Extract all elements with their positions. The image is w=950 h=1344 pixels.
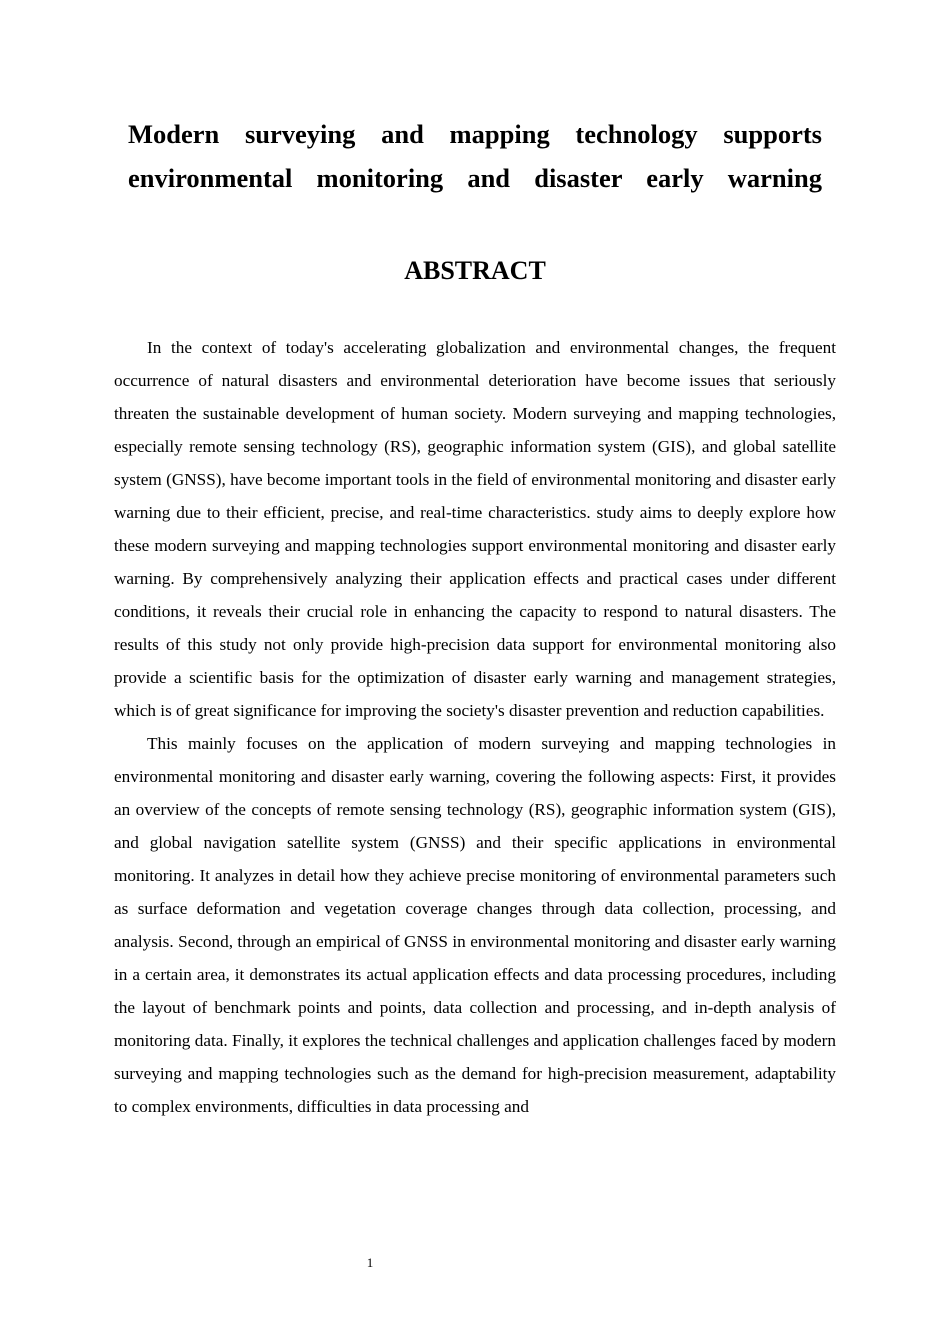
page-number: 1 [366,1255,374,1270]
abstract-paragraph-2: This mainly focuses on the application of modern surveying and mapping technologies in environmental monitoring and disaster early warning, covering the following aspects: First, it provides an overview of the concepts of remote sensing technology (RS), geographic information system (GIS), and global navigation satellite system (GNSS) and their specific applications in environmental monitoring. It analyzes in detail how they achieve precise monitoring of environmental parameters such as surface deformation and vegetation coverage changes through data collection, processing, and analysis. Second, through an empirical of GNSS in environmental monitoring and disaster early warning in a certain area, it demonstrates its actual application effects and data processing procedures, including the layout of benchmark points and points, data collection and processing, and in-depth analysis of monitoring data. Finally, it explores the technical challenges and application challenges faced by modern surveying and mapping technologies such as the demand for high-precision measurement, adaptability to complex environments, difficulties in data processing and [114,734,836,1116]
abstract-heading: ABSTRACT [404,256,546,285]
document-title: Modern surveying and mapping technology supports environmental monitoring and disaster early warning [128,119,822,193]
abstract-paragraph-1: In the context of today's accelerating globalization and environmental changes, the frequent occurrence of natural disasters and environmental deterioration have become issues that seriously threaten the sustainable development of human society. Modern surveying and mapping technologies, especially remote sensing technology (RS), geographic information system (GIS), and global satellite system (GNSS), have become important tools in the field of environmental monitoring and disaster early warning due to their efficient, precise, and real-time characteristics. study aims to deeply explore how these modern surveying and mapping technologies support environmental monitoring and disaster early warning. By comprehensively analyzing their application effects and practical cases under different conditions, it reveals their crucial role in enhancing the capacity to respond to natural disasters. The results of this study not only provide high-precision data support for environmental monitoring also provide a scientific basis for the optimization of disaster early warning and management strategies, which is of great significance for improving the society's disaster prevention and reduction capabilities. [114,338,836,720]
abstract-body [114,331,836,1123]
